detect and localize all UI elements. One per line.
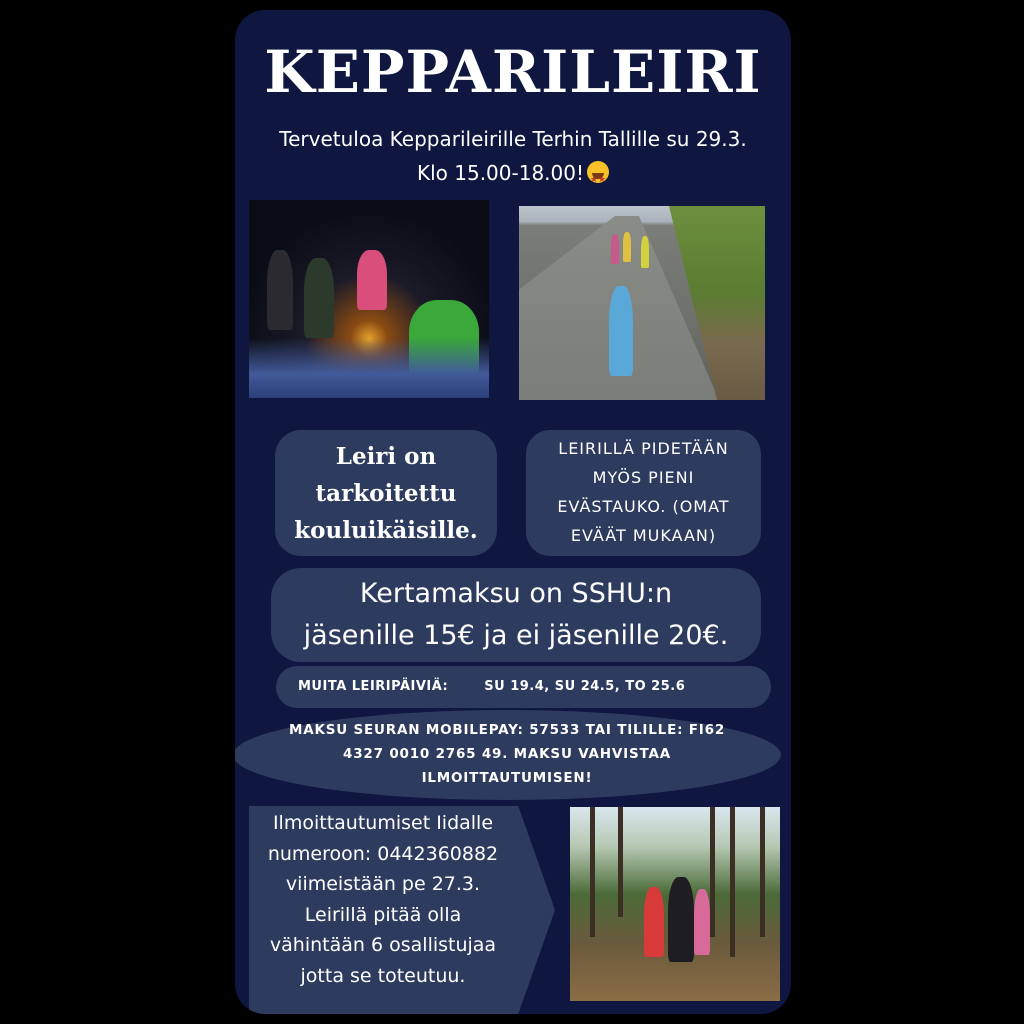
- intro-text: [235, 122, 791, 190]
- other-dates-label: MUITA LEIRIPÄIVIÄ:: [298, 679, 449, 694]
- snack-line: MYÖS PIENI: [592, 468, 695, 487]
- event-poster: [235, 10, 791, 1014]
- fee-info-box: [271, 568, 761, 662]
- audience-info-box: [275, 430, 497, 556]
- star-struck-emoji-icon: [587, 161, 609, 183]
- snack-line: EVÄSTAUKO. (OMAT: [557, 497, 730, 516]
- payment-line: MAKSU SEURAN MOBILEPAY: 57533 TAI TILILLE: FI62: [288, 722, 726, 738]
- intro-line-2: Klo 15.00-18.00!: [416, 161, 584, 185]
- other-dates-box: [276, 666, 771, 708]
- snack-line: LEIRILLÄ PIDETÄÄN: [558, 439, 729, 458]
- intro-line-1: Tervetuloa Kepparileirille Terhin Tallille su 29.3.: [279, 127, 747, 151]
- registration-line: viimeistään pe 27.3.: [285, 873, 481, 895]
- audience-line: Leiri on: [335, 443, 437, 470]
- payment-info-box: [235, 710, 781, 800]
- audience-line: tarkoitettu: [315, 480, 457, 507]
- registration-line: jotta se toteutuu.: [300, 964, 466, 987]
- registration-line: numeroon: 0442360882: [267, 842, 499, 865]
- snack-line: EVÄÄT MUKAAN): [570, 526, 717, 545]
- road-walk-photo: [519, 206, 765, 400]
- payment-line: ILMOITTAUTUMISEN!: [421, 770, 593, 786]
- fee-line: Kertamaksu on SSHU:n: [359, 578, 673, 609]
- registration-info: [249, 808, 517, 991]
- registration-line: Leirillä pitää olla: [304, 903, 462, 926]
- snack-break-info-box: [526, 430, 761, 556]
- other-dates-values: SU 19.4, SU 24.5, TO 25.6: [484, 679, 686, 694]
- campfire-photo: [249, 200, 489, 398]
- intro-line-2-wrap: [235, 156, 791, 190]
- audience-line: kouluikäisille.: [294, 517, 478, 544]
- poster-title: KEPPARILEIRI: [264, 38, 762, 106]
- registration-line: Ilmoittautumiset Iidalle: [272, 812, 494, 834]
- registration-line: vähintään 6 osallistujaa: [269, 934, 497, 956]
- fee-line: jäsenille 15€ ja ei jäsenille 20€.: [303, 620, 729, 651]
- payment-line: 4327 0010 2765 49. MAKSU VAHVISTAA: [343, 746, 671, 762]
- forest-path-photo: [570, 807, 780, 1001]
